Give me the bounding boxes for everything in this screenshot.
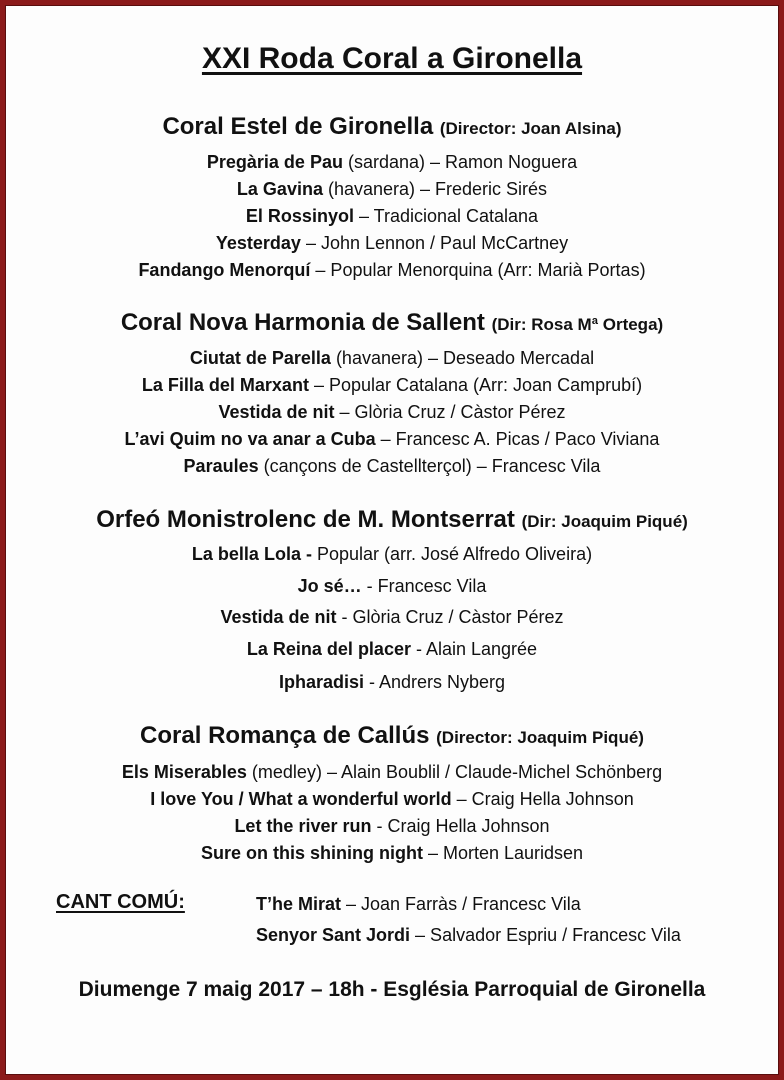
- piece-details: (havanera) – Deseado Mercadal: [330, 348, 595, 368]
- piece-title: Paraules: [183, 456, 259, 476]
- piece-details: - Francesc Vila: [361, 576, 487, 596]
- program-item: [0, 429, 784, 450]
- program-item: [0, 576, 784, 597]
- program-item: [0, 456, 784, 477]
- piece-title: Pregària de Pau: [206, 152, 343, 172]
- piece-title: La Gavina: [236, 179, 323, 199]
- program-item: [0, 233, 784, 254]
- piece-details: - Craig Hella Johnson: [371, 816, 550, 836]
- program-item: [0, 375, 784, 396]
- piece-details: Popular (arr. José Alfredo Oliveira): [311, 544, 593, 564]
- piece-details: (sardana) – Ramon Noguera: [342, 152, 578, 172]
- piece-details: – Morten Lauridsen: [422, 843, 584, 863]
- piece-details: – Popular Menorquina (Arr: Marià Portas): [310, 260, 646, 280]
- piece-details: – John Lennon / Paul McCartney: [300, 233, 569, 253]
- piece-details: – Craig Hella Johnson: [451, 789, 634, 809]
- program-item: [0, 672, 784, 693]
- choir-heading: [0, 506, 784, 534]
- choir-name: Coral Estel de Gironella: [162, 113, 434, 140]
- choir-heading: [0, 113, 784, 141]
- cant-comu-item: [256, 925, 681, 946]
- program-item: [0, 260, 784, 281]
- program-item: [0, 762, 784, 783]
- piece-details: – Tradicional Catalana: [353, 206, 539, 226]
- piece-title: La Reina del placer: [246, 639, 411, 659]
- piece-details: (cançons de Castellterçol) – Francesc Vila: [258, 456, 601, 476]
- program-item: [0, 348, 784, 369]
- piece-details: – Glòria Cruz / Càstor Pérez: [334, 402, 566, 422]
- piece-title: Yesterday: [215, 233, 301, 253]
- choir-heading: [0, 722, 784, 750]
- piece-details: (havanera) – Frederic Sirés: [322, 179, 548, 199]
- program-item: [0, 544, 784, 565]
- piece-title: Let the river run: [234, 816, 372, 836]
- choir-director: (Dir: Joaquim Piqué): [521, 512, 688, 531]
- choir-director: (Dir: Rosa Mª Ortega): [491, 315, 664, 334]
- piece-details: – Francesc A. Picas / Paco Viviana: [375, 429, 660, 449]
- piece-details: - Glòria Cruz / Càstor Pérez: [336, 607, 564, 627]
- program-item: [0, 402, 784, 423]
- piece-title: Ipharadisi: [278, 672, 364, 692]
- piece-title: Jo sé…: [297, 576, 362, 596]
- piece-title: T’he Mirat: [256, 894, 342, 914]
- piece-title: El Rossinyol: [245, 206, 354, 226]
- program-item: [0, 816, 784, 837]
- piece-title: Vestida de nit: [218, 402, 335, 422]
- piece-details: (medley) – Alain Boublil / Claude-Michel Schönberg: [246, 762, 663, 782]
- choir-name: Coral Romança de Callús: [140, 722, 430, 749]
- piece-title: La Filla del Marxant: [141, 375, 309, 395]
- piece-title: La bella Lola -: [191, 544, 312, 564]
- event-date-location: Diumenge 7 maig 2017 – 18h - Església Parroquial de Gironella: [78, 978, 706, 1001]
- piece-title: I love You / What a wonderful world: [150, 789, 452, 809]
- piece-details: – Salvador Espriu / Francesc Vila: [410, 925, 681, 945]
- choir-director: (Director: Joaquim Piqué): [436, 728, 644, 747]
- program-item: [0, 789, 784, 810]
- piece-title: Ciutat de Parella: [189, 348, 331, 368]
- program-item: [0, 206, 784, 227]
- program-item: [0, 152, 784, 173]
- piece-title: Sure on this shining night: [200, 843, 423, 863]
- cant-comu-item: [256, 894, 581, 915]
- piece-title: L’avi Quim no va anar a Cuba: [124, 429, 376, 449]
- piece-details: - Andrers Nyberg: [363, 672, 506, 692]
- piece-title: Senyor Sant Jordi: [256, 925, 411, 945]
- page-title: XXI Roda Coral a Gironella: [201, 42, 583, 75]
- piece-details: – Joan Farràs / Francesc Vila: [341, 894, 581, 914]
- cant-comu-label: CANT COMÚ:: [56, 891, 185, 913]
- program-item: [0, 179, 784, 200]
- program-item: [0, 843, 784, 864]
- piece-title: Vestida de nit: [220, 607, 337, 627]
- choir-name: Coral Nova Harmonia de Sallent: [120, 309, 485, 336]
- piece-title: Els Miserables: [121, 762, 247, 782]
- piece-details: – Popular Catalana (Arr: Joan Camprubí): [308, 375, 643, 395]
- choir-name: Orfeó Monistrolenc de M. Montserrat: [96, 506, 515, 533]
- piece-title: Fandango Menorquí: [138, 260, 311, 280]
- choir-director: (Director: Joan Alsina): [439, 119, 622, 138]
- choir-heading: [0, 309, 784, 337]
- piece-details: - Alain Langrée: [410, 639, 538, 659]
- program-item: [0, 607, 784, 628]
- program-item: [0, 639, 784, 660]
